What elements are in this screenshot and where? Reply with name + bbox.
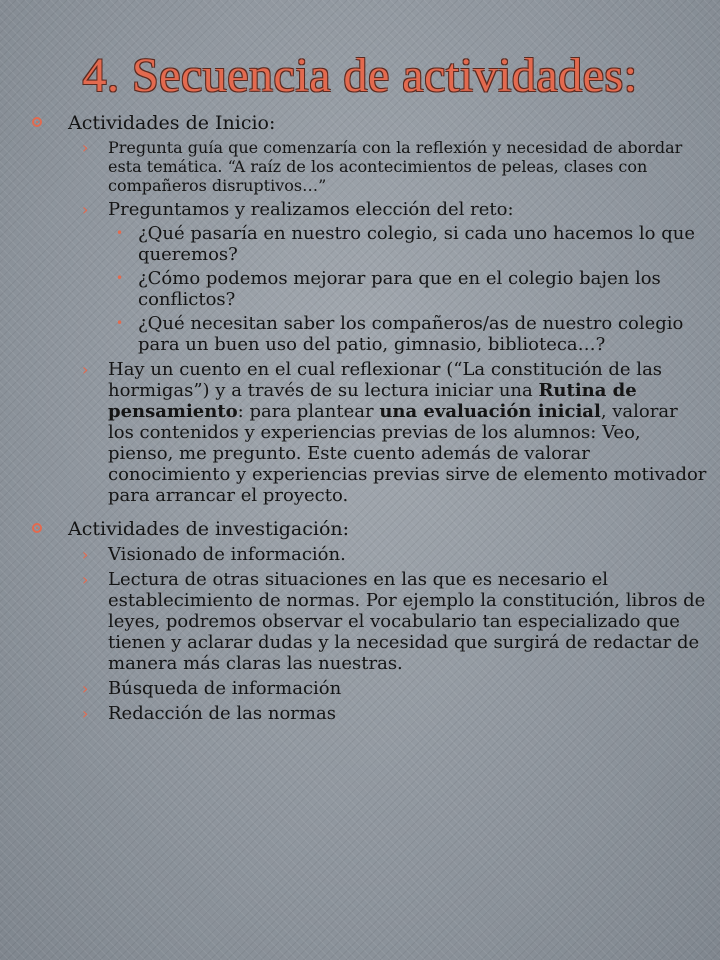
chevron-right-icon: › <box>82 360 89 379</box>
chevron-right-icon: › <box>82 570 89 589</box>
slide-content <box>28 112 708 724</box>
list-item <box>68 359 708 506</box>
text-run: , valorar los contenidos y experiencias previas de los alumnos: Veo, pienso, me pregunto. Este cuento además de valorar conocimiento y experiencias previas sirve de elemento motivador para arrancar el proyecto. <box>108 401 707 506</box>
list-item-text: Redacción de las normas <box>108 703 336 724</box>
small-dot-icon: • <box>116 271 124 285</box>
list-item-text: ¿Qué necesitan saber los compañeros/as de nuestro colegio para un buen uso del patio, gimnasio, biblioteca…? <box>138 313 684 355</box>
list-item-text: Búsqueda de información <box>108 678 342 699</box>
reto-questions <box>108 223 708 355</box>
bold-run: Rutina de pensamiento <box>108 380 637 422</box>
list-item-text: Lectura de otras situaciones en las que es necesario el establecimiento de normas. Por ejemplo la constitución, libros de leyes, podremos observar el vocabulario tan especializado que tienen y aclarar dudas y la necesidad que surgirá de redactar de manera más claras las nuestras. <box>108 569 706 674</box>
list-item <box>68 569 708 674</box>
list-item <box>68 703 708 724</box>
text-run: Hay un cuento en el cual reflexionar (“La constitución de las hormigas”) y a través de su lectura iniciar una <box>108 359 663 401</box>
list-item <box>68 678 708 699</box>
list-item-text: Visionado de información. <box>108 544 346 565</box>
list-item-text: Pregunta guía que comenzaría con la reflexión y necesidad de abordar esta temática. “A raíz de los acontecimientos de peleas, clases con compañeros disruptivos…” <box>108 138 683 195</box>
list-item-text: ¿Cómo podemos mejorar para que en el colegio bajen los conflictos? <box>138 268 661 310</box>
circle-bullet-icon <box>32 117 42 127</box>
list-item-text: ¿Qué pasaría en nuestro colegio, si cada uno hacemos lo que queremos? <box>138 223 695 265</box>
bold-run: una evaluación inicial <box>379 401 601 422</box>
list-item <box>108 268 708 310</box>
section-investigacion <box>28 518 708 724</box>
chevron-right-icon: › <box>82 138 89 157</box>
chevron-right-icon: › <box>82 704 89 723</box>
text-run: : para plantear <box>237 401 380 422</box>
list-item <box>68 138 708 195</box>
list-item-text <box>108 359 706 506</box>
circle-bullet-icon <box>32 523 42 533</box>
inicio-list <box>68 138 708 506</box>
list-item <box>108 223 708 265</box>
chevron-right-icon: › <box>82 200 89 219</box>
list-item <box>68 544 708 565</box>
chevron-right-icon: › <box>82 679 89 698</box>
slide-title: 4. Secuencia de actividades: <box>82 49 638 102</box>
chevron-right-icon: › <box>82 545 89 564</box>
section-inicio <box>28 112 708 506</box>
list-item <box>68 199 708 355</box>
list-item <box>108 313 708 355</box>
investigacion-list <box>68 544 708 724</box>
small-dot-icon: • <box>116 316 124 330</box>
list-item-text: Preguntamos y realizamos elección del reto: <box>108 199 514 220</box>
section-heading: Actividades de Inicio: <box>68 112 276 134</box>
section-heading: Actividades de investigación: <box>68 518 350 540</box>
small-dot-icon: • <box>116 226 124 240</box>
